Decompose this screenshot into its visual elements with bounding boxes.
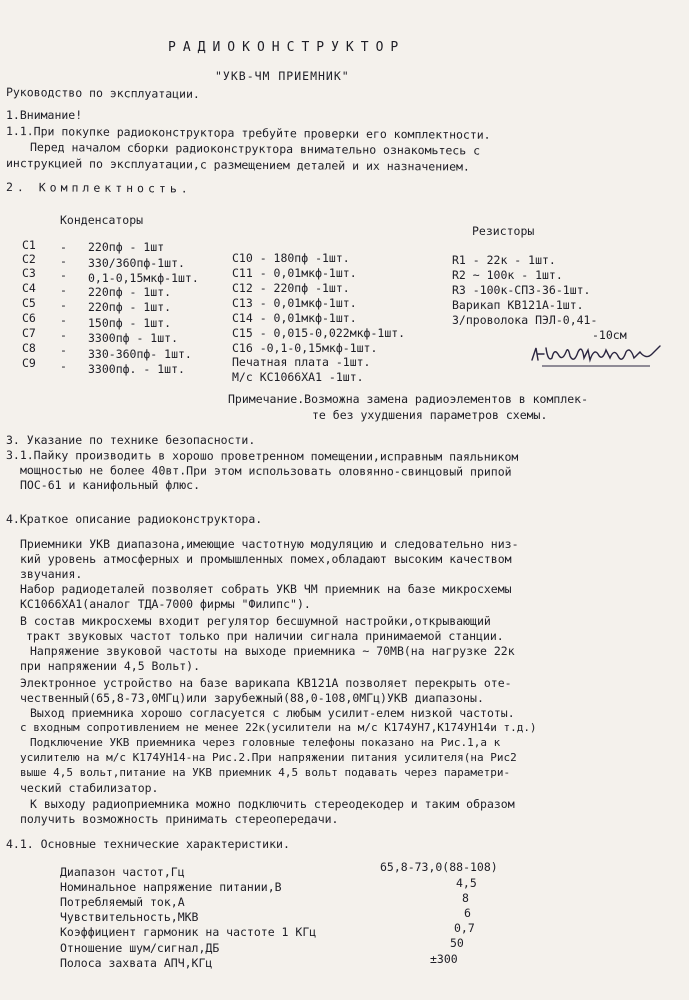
section4-line: усилителю на м/с К174УН14-на Рис.2.При напряжении питания усилителя(на Рис2 bbox=[20, 751, 517, 764]
cap-value: 330/360пф-1шт. bbox=[88, 256, 185, 270]
capacitors-header: Конденсаторы bbox=[60, 213, 144, 227]
cap-dash: - bbox=[60, 254, 67, 268]
section3-line: мощностью не более 40вт.При этом использовать оловянно-свинцовый припой bbox=[19, 463, 512, 479]
cap-value: 330-360пф- 1шт. bbox=[88, 347, 192, 361]
cap-item: C10 - 180пф -1шт. bbox=[232, 251, 350, 265]
cap-dash: - bbox=[60, 359, 67, 373]
section3-line: 3.1.Пайку производить в хорошо проветренном помещении,исправным паяльником bbox=[5, 448, 519, 464]
page-subtitle: "УКВ-ЧМ ПРИЕМНИК" bbox=[215, 69, 350, 83]
spec-label: Коэффициент гармоник на частоте 1 КГц bbox=[60, 925, 317, 939]
varicap-item: Варикап КВ121А-1шт. bbox=[452, 298, 584, 312]
cap-dash: - bbox=[60, 283, 67, 297]
section4-line: Напряжение звуковой частоты на выходе приемника ~ 70МВ(на нагрузке 22к bbox=[30, 644, 515, 658]
cap-value: 220пф - 1шт bbox=[88, 240, 165, 254]
note-line: те без ухудшения параметров схемы. bbox=[312, 408, 548, 422]
spec-value: ±300 bbox=[430, 952, 458, 966]
cap-id: C6 bbox=[22, 311, 36, 325]
cap-dash: - bbox=[60, 328, 67, 342]
cap-item: C13 - 0,01мкф-1шт. bbox=[232, 296, 357, 310]
section4-heading: 4.Краткое описание радиоконструктора. bbox=[6, 512, 263, 526]
note-line: Примечание.Возможна замена радиоэлементов в комплек- bbox=[228, 392, 589, 406]
spec-label: Отношение шум/сигнал,ДБ bbox=[60, 941, 220, 955]
cap-dash: - bbox=[60, 298, 67, 312]
spec-value: 4,5 bbox=[456, 876, 477, 890]
spec-value: 6 bbox=[464, 906, 471, 920]
cap-value: 220пф - 1шт. bbox=[88, 285, 172, 299]
spec-label: Номинальное напряжение питании,В bbox=[60, 880, 282, 894]
handwritten-signature bbox=[528, 340, 668, 370]
section1-line: инструкцией по эксплуатации,с размещением деталей и их назначением. bbox=[5, 156, 470, 174]
section4-line: при напряжении 4,5 Вольт). bbox=[20, 659, 201, 673]
section4-line: выше 4,5 вольт,питание на УКВ приемник 4,5 вольт подавать через параметри- bbox=[20, 766, 511, 779]
cap-dash: - bbox=[60, 313, 67, 327]
spec-value: 0,7 bbox=[454, 921, 475, 935]
cap-value: 0,1-0,15мкф-1шт. bbox=[88, 271, 199, 285]
cap-item: C14 - 0,01мкф-1шт. bbox=[232, 311, 357, 325]
cap-item: C11 - 0,01мкф-1шт. bbox=[232, 266, 357, 280]
spec-label: Полоса захвата АПЧ,КГц bbox=[60, 956, 213, 970]
manual-heading: Руководство по эксплуатации. bbox=[5, 84, 200, 102]
section1-heading: 1.Внимание! bbox=[6, 108, 83, 122]
section4-line: получить возможность принимать стереопередачи. bbox=[20, 812, 339, 826]
section4-line: с входным сопротивлением не менее 22к(усилители на м/с К174УН7,К174УН14и т.д.) bbox=[20, 721, 537, 734]
cap-value: 150пф - 1шт. bbox=[88, 316, 172, 330]
section4-line: тракт звуковых частот только при наличии сигнала принимаемой станции. bbox=[26, 629, 504, 643]
spec-label: Потребляемый ток,А bbox=[60, 895, 185, 909]
spec-label: Чувствительность,МКВ bbox=[60, 910, 199, 924]
cap-item: C12 - 220пф -1шт. bbox=[232, 281, 350, 295]
section4-line: КС1066ХА1(аналог ТДА-7000 фирмы "Филипс"). bbox=[20, 597, 311, 611]
spec-value: 65,8-73,0(88-108) bbox=[380, 860, 498, 874]
cap-id: C4 bbox=[22, 281, 36, 295]
section41-heading: 4.1. Основные технические характеристики. bbox=[6, 837, 290, 851]
cap-id: C5 bbox=[22, 296, 36, 310]
cap-value: 3300пф. - 1шт. bbox=[88, 362, 185, 376]
cap-id: C2 bbox=[22, 252, 36, 266]
section4-line: Набор радиодеталей позволяет собрать УКВ ЧМ приемник на базе микросхемы bbox=[20, 582, 512, 596]
cap-dash: - bbox=[60, 240, 67, 254]
cap-item: C16 -0,1-0,15мкф-1шт. bbox=[232, 341, 378, 355]
section1-line: Перед началом сборки радиоконструктора внимательно ознакомьтесь с bbox=[29, 140, 481, 158]
cap-id: C1 bbox=[22, 238, 36, 252]
section4-line: кий уровень атмосферных и промышленных помех,обладают высоким качеством bbox=[20, 552, 512, 566]
wire-item-cont: -10см bbox=[592, 328, 627, 342]
section2-heading: 2. Комплектность. bbox=[5, 180, 192, 196]
section4-line: звучания. bbox=[20, 567, 83, 581]
cap-value: 3300пф - 1шт. bbox=[88, 331, 179, 345]
spec-label: Диапазон частот,Гц bbox=[60, 865, 185, 879]
section4-line: чественный(65,8-73,0МГц)или зарубежный(88,0-108,0МГц)УКВ диапазоны. bbox=[20, 691, 484, 705]
section4-line: Приемники УКВ диапазона,имеющие частотную модуляцию и следовательно низ- bbox=[20, 537, 519, 551]
cap-item: C15 - 0,015-0,022мкф-1шт. bbox=[232, 326, 406, 340]
resistors-header: Резисторы bbox=[472, 224, 535, 238]
cap-id: C9 bbox=[22, 356, 36, 370]
page-title: РАДИОКОНСТРУКТОР bbox=[168, 40, 406, 55]
resistor-item: R2 ~ 100к - 1шт. bbox=[452, 268, 563, 282]
cap-value: 220пф - 1шт. bbox=[88, 300, 172, 314]
resistor-item: R1 - 22к - 1шт. bbox=[452, 253, 556, 267]
cap-id: C8 bbox=[22, 341, 36, 355]
resistor-item: R3 -100к-СП3-36-1шт. bbox=[452, 283, 591, 297]
section1-line: 1.1.При покупке радиоконструктора требуйте проверки его комплектности. bbox=[5, 124, 491, 142]
section3-heading: 3. Указание по технике безопасности. bbox=[6, 433, 256, 447]
cap-dash: - bbox=[60, 343, 67, 357]
spec-value: 8 bbox=[462, 891, 469, 905]
section4-line: ческий стабилизатор. bbox=[20, 781, 159, 795]
cap-id: C7 bbox=[22, 326, 36, 340]
section4-line: Электронное устройство на базе варикапа КВ121А позволяет перекрыть оте- bbox=[20, 676, 512, 690]
section4-line: В состав микросхемы входит регулятор бесшумной настройки,открывающий bbox=[20, 614, 491, 628]
cap-dash: - bbox=[60, 268, 67, 282]
section4-line: Подключение УКВ приемника через головные телефоны показано на Рис.1,а к bbox=[30, 736, 501, 749]
ic-item: М/с КС1066ХА1 -1шт. bbox=[232, 370, 364, 384]
wire-item: З/проволока ПЭЛ-0,41- bbox=[452, 313, 598, 327]
section4-line: Выход приемника хорошо согласуется с любым усилит-елем низкой частоты. bbox=[30, 706, 515, 720]
spec-value: 50 bbox=[450, 936, 464, 950]
board-item: Печатная плата -1шт. bbox=[232, 355, 371, 369]
cap-id: C3 bbox=[22, 266, 36, 280]
section4-line: К выходу радиоприемника можно подключить стереодекодер и таким образом bbox=[30, 797, 515, 811]
section3-line: ПОС-61 и канифольный флюс. bbox=[20, 478, 201, 492]
